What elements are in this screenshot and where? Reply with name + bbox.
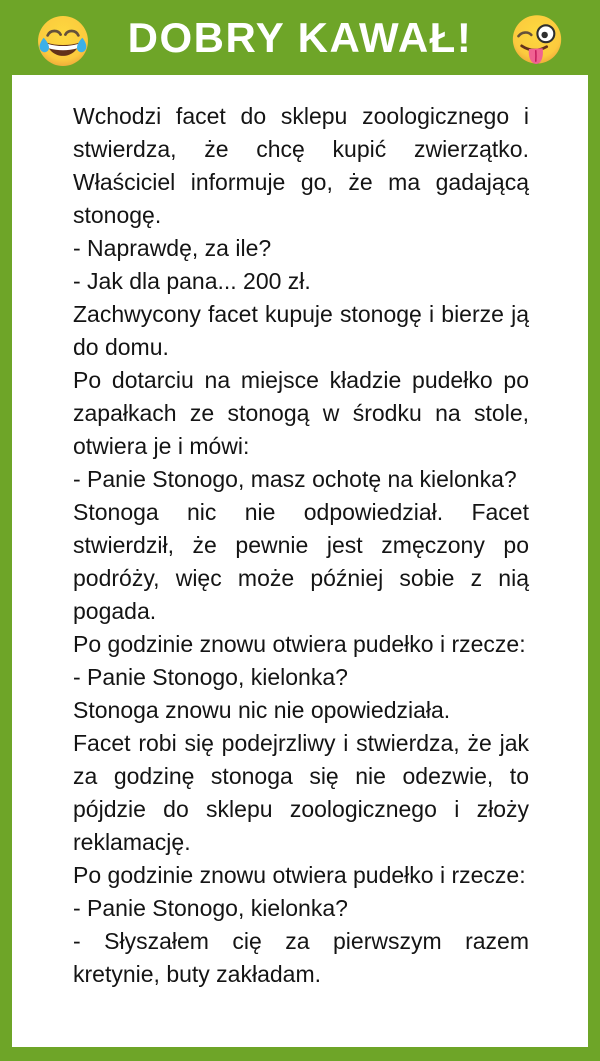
joke-paragraph: Po godzinie znowu otwiera pudełko i rzecze: bbox=[73, 631, 526, 657]
joke-paragraph: - Jak dla pana... 200 zł. bbox=[73, 268, 311, 294]
joke-text bbox=[73, 100, 529, 991]
header bbox=[0, 0, 600, 75]
joke-paragraph: Zachwycony facet kupuje stonogę i bierze ją do domu. bbox=[73, 301, 529, 360]
page-title: DOBRY KAWAŁ! bbox=[127, 14, 473, 61]
joke-paragraph: Po godzinie znowu otwiera pudełko i rzecze: bbox=[73, 862, 526, 888]
joke-paragraph: - Panie Stonogo, kielonka? bbox=[73, 664, 348, 690]
joke-card bbox=[12, 75, 588, 1047]
joke-paragraph: - Słyszałem cię za pierwszym razem kretynie, buty zakładam. bbox=[73, 928, 529, 987]
laughing-tears-emoji-icon bbox=[34, 12, 92, 70]
joke-paragraph: Po dotarciu na miejsce kładzie pudełko po zapałkach ze stonogą w środku na stole, otwiera je i mówi: bbox=[73, 367, 529, 459]
winking-tongue-emoji-icon bbox=[508, 12, 566, 70]
joke-paragraph: - Panie Stonogo, masz ochotę na kielonka? bbox=[73, 466, 517, 492]
joke-paragraph: Facet robi się podejrzliwy i stwierdza, że jak za godzinę stonoga się nie odezwie, to pójdzie do sklepu zoologicznego i złoży reklamację. bbox=[73, 730, 529, 855]
joke-paragraph: Stonoga znowu nic nie opowiedziała. bbox=[73, 697, 451, 723]
joke-paragraph: Stonoga nic nie odpowiedział. Facet stwierdził, że pewnie jest zmęczony po podróży, więc może później sobie z nią pogada. bbox=[73, 499, 529, 624]
joke-paragraph: - Panie Stonogo, kielonka? bbox=[73, 895, 348, 921]
joke-paragraph: - Naprawdę, za ile? bbox=[73, 235, 272, 261]
joke-paragraph: Wchodzi facet do sklepu zoologicznego i stwierdza, że chcę kupić zwierzątko. Właściciel informuje go, że ma gadającą stonogę. bbox=[73, 103, 529, 228]
